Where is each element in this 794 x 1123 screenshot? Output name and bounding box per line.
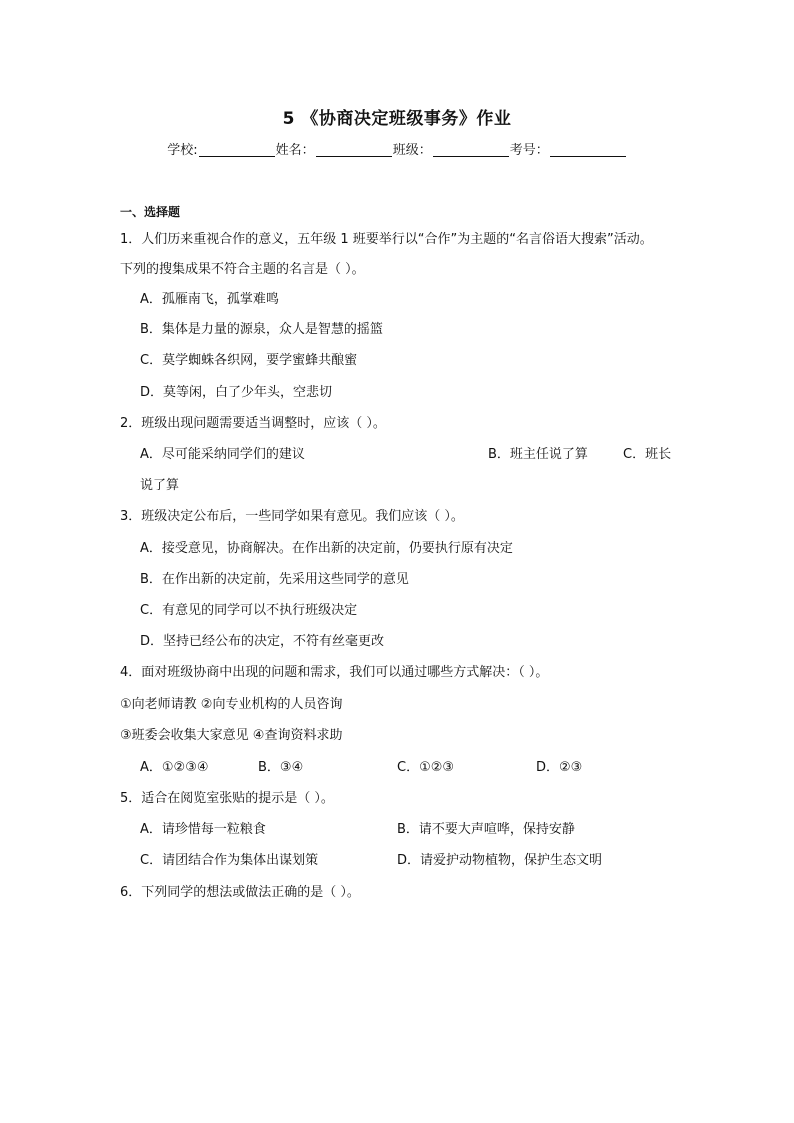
student-info-line (0, 139, 794, 158)
school-label: 学校: (167, 143, 198, 158)
question-1-stem-line2: 下列的搜集成果不符合主题的名言是（ ）。 (120, 262, 365, 277)
name-blank[interactable] (316, 142, 392, 157)
question-5-stem: 5．适合在阅览室张贴的提示是（ ）。 (120, 791, 334, 806)
question-3-option-a: A．接受意见，协商解决。在作出新的决定前，仍要执行原有决定 (140, 541, 513, 556)
section-heading: 一、选择题 (120, 205, 181, 219)
question-2-option-a: A．尽可能采纳同学们的建议 (140, 447, 305, 462)
question-1-stem-line1: 1．人们历来重视合作的意义，五年级 1 班要举行以“合作”为主题的“名言俗语大搜索”活动。 (120, 232, 653, 247)
exam-no-blank[interactable] (550, 142, 626, 157)
question-4-option-d: D．②③ (536, 760, 583, 775)
question-4-option-b: B．③④ (258, 760, 304, 775)
question-3-stem: 3．班级决定公布后，一些同学如果有意见。我们应该（ ）。 (120, 509, 464, 524)
question-5-option-c: C．请团结合作为集体出谋划策 (140, 853, 319, 868)
page-title: 5 《协商决定班级事务》作业 (282, 109, 512, 129)
school-blank[interactable] (199, 142, 275, 157)
question-2-option-c-cont: 说了算 (140, 478, 180, 493)
question-5-option-a: A．请珍惜每一粒粮食 (140, 822, 266, 837)
exam-no-label: 考号： (509, 143, 549, 158)
question-4-option-c: C．①②③ (397, 760, 455, 775)
question-2-option-b: B．班主任说了算 (488, 447, 588, 462)
question-3-option-d: D．坚持已经公布的决定，不符有丝毫更改 (140, 634, 385, 649)
question-2-option-c: C．班长 (623, 447, 672, 462)
question-4-items-line1: ①向老师请教 ②向专业机构的人员咨询 (120, 697, 343, 712)
question-1-option-c: C．莫学蜘蛛各织网，要学蜜蜂共酿蜜 (140, 353, 358, 368)
class-label: 班级： (392, 143, 432, 158)
class-blank[interactable] (433, 142, 509, 157)
question-3-option-c: C．有意见的同学可以不执行班级决定 (140, 603, 358, 618)
question-3-option-b: B．在作出新的决定前，先采用这些同学的意见 (140, 572, 409, 587)
question-2-stem: 2．班级出现问题需要适当调整时，应该（ ）。 (120, 416, 386, 431)
question-4-items-line2: ③班委会收集大家意见 ④查询资料求助 (120, 728, 343, 743)
question-1-option-b: B．集体是力量的源泉，众人是智慧的摇篮 (140, 322, 383, 337)
question-5-option-b: B．请不要大声喧哗，保持安静 (397, 822, 575, 837)
question-4-stem: 4．面对班级协商中出现的问题和需求，我们可以通过哪些方式解决：（ ）。 (120, 665, 549, 680)
question-6-stem: 6．下列同学的想法或做法正确的是（ ）。 (120, 885, 360, 900)
question-1-option-d: D．莫等闲，白了少年头，空悲切 (140, 385, 333, 400)
question-1-option-a: A．孤雁南飞，孤掌难鸣 (140, 292, 279, 307)
question-5-option-d: D．请爱护动物植物，保护生态文明 (397, 853, 603, 868)
name-label: 姓名： (275, 143, 315, 158)
question-4-option-a: A．①②③④ (140, 760, 209, 775)
